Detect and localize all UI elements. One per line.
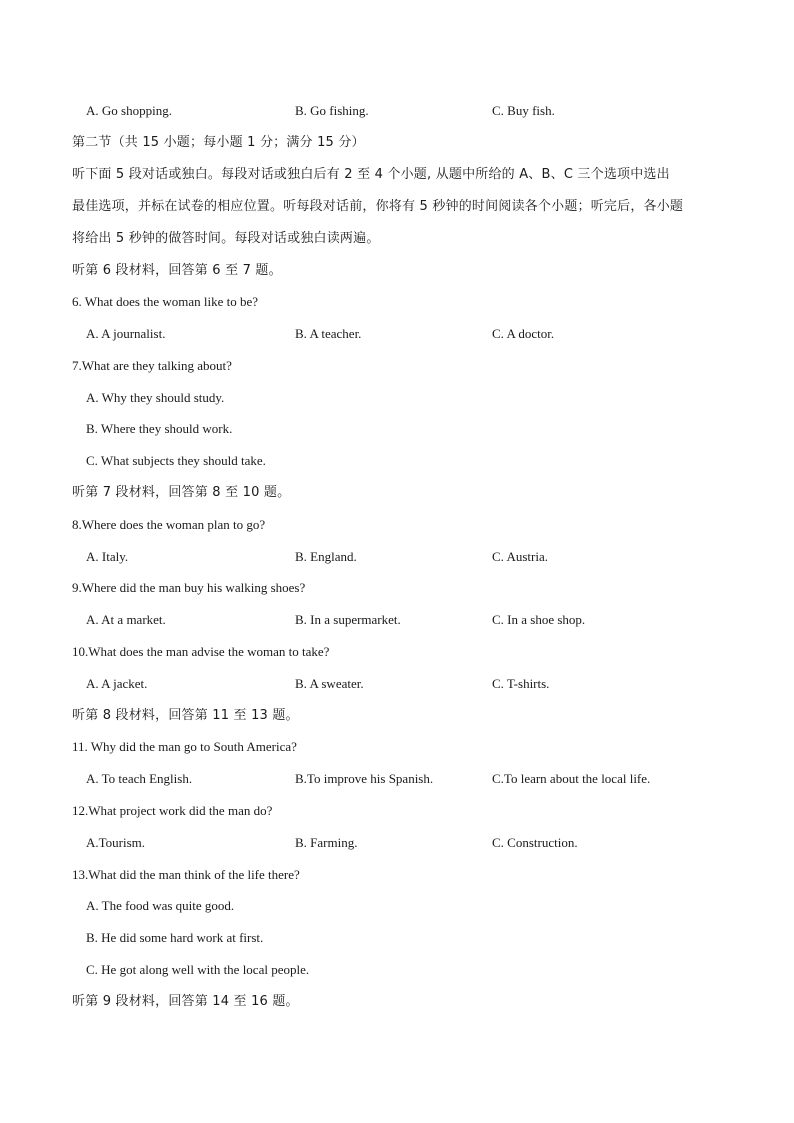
q5-option-c: C. Buy fish.	[492, 103, 555, 118]
instructions-line-2: 最佳选项，并标在试卷的相应位置。听每段对话前，你将有 5 秒钟的时间阅读各个小题；听完后，各小题	[72, 199, 684, 214]
q7-option-b: B. Where they should work.	[86, 421, 233, 436]
q12-option-a: A.Tourism.	[86, 835, 146, 850]
q13-option-a: A. The food was quite good.	[86, 898, 235, 913]
question-9-stem: 9.Where did the man buy his walking shoes?	[72, 580, 306, 595]
q13-option-c: C. He got along well with the local people.	[86, 962, 310, 977]
q9-option-c: C. In a shoe shop.	[492, 612, 586, 627]
question-12-stem: 12.What project work did the man do?	[72, 803, 273, 818]
question-13-stem: 13.What did the man think of the life there?	[72, 867, 300, 882]
q12-option-b: B. Farming.	[295, 835, 358, 850]
question-8-stem: 8.Where does the woman plan to go?	[72, 517, 266, 532]
q7-option-c: C. What subjects they should take.	[86, 453, 266, 468]
q13-option-b: B. He did some hard work at first.	[86, 930, 264, 945]
q11-option-a: A. To teach English.	[86, 771, 193, 786]
passage-8-label: 听第 8 段材料，回答第 11 至 13 题。	[72, 708, 299, 723]
instructions-line-3: 将给出 5 秒钟的做答时间。每段对话或独白读两遍。	[72, 231, 380, 246]
q6-option-b: B. A teacher.	[295, 326, 362, 341]
q8-option-b: B. England.	[295, 549, 357, 564]
passage-7-label: 听第 7 段材料，回答第 8 至 10 题。	[72, 485, 291, 500]
q7-option-a: A. Why they should study.	[86, 390, 225, 405]
question-10-stem: 10.What does the man advise the woman to take?	[72, 644, 330, 659]
q6-option-a: A. A journalist.	[86, 326, 166, 341]
q5-option-a: A. Go shopping.	[86, 103, 172, 118]
question-11-stem: 11. Why did the man go to South America?	[72, 739, 297, 754]
q12-option-c: C. Construction.	[492, 835, 578, 850]
q10-option-c: C. T-shirts.	[492, 676, 550, 691]
q10-option-a: A. A jacket.	[86, 676, 148, 691]
q11-option-c: C.To learn about the local life.	[492, 771, 651, 786]
instructions-line-1: 听下面 5 段对话或独白。每段对话或独白后有 2 至 4 个小题, 从题中所给的 A、B、C 三个选项中选出	[72, 167, 670, 182]
q11-option-b: B.To improve his Spanish.	[295, 771, 434, 786]
question-7-stem: 7.What are they talking about?	[72, 358, 232, 373]
q8-option-c: C. Austria.	[492, 549, 548, 564]
q6-option-c: C. A doctor.	[492, 326, 555, 341]
q9-option-a: A. At a market.	[86, 612, 166, 627]
passage-9-label: 听第 9 段材料，回答第 14 至 16 题。	[72, 994, 299, 1009]
q9-option-b: B. In a supermarket.	[295, 612, 401, 627]
question-6-stem: 6. What does the woman like to be?	[72, 294, 259, 309]
section-heading: 第二节（共 15 小题；每小题 1 分；满分 15 分）	[72, 135, 365, 150]
q5-option-b: B. Go fishing.	[295, 103, 369, 118]
q10-option-b: B. A sweater.	[295, 676, 364, 691]
q8-option-a: A. Italy.	[86, 549, 129, 564]
passage-6-label: 听第 6 段材料，回答第 6 至 7 题。	[72, 263, 282, 278]
